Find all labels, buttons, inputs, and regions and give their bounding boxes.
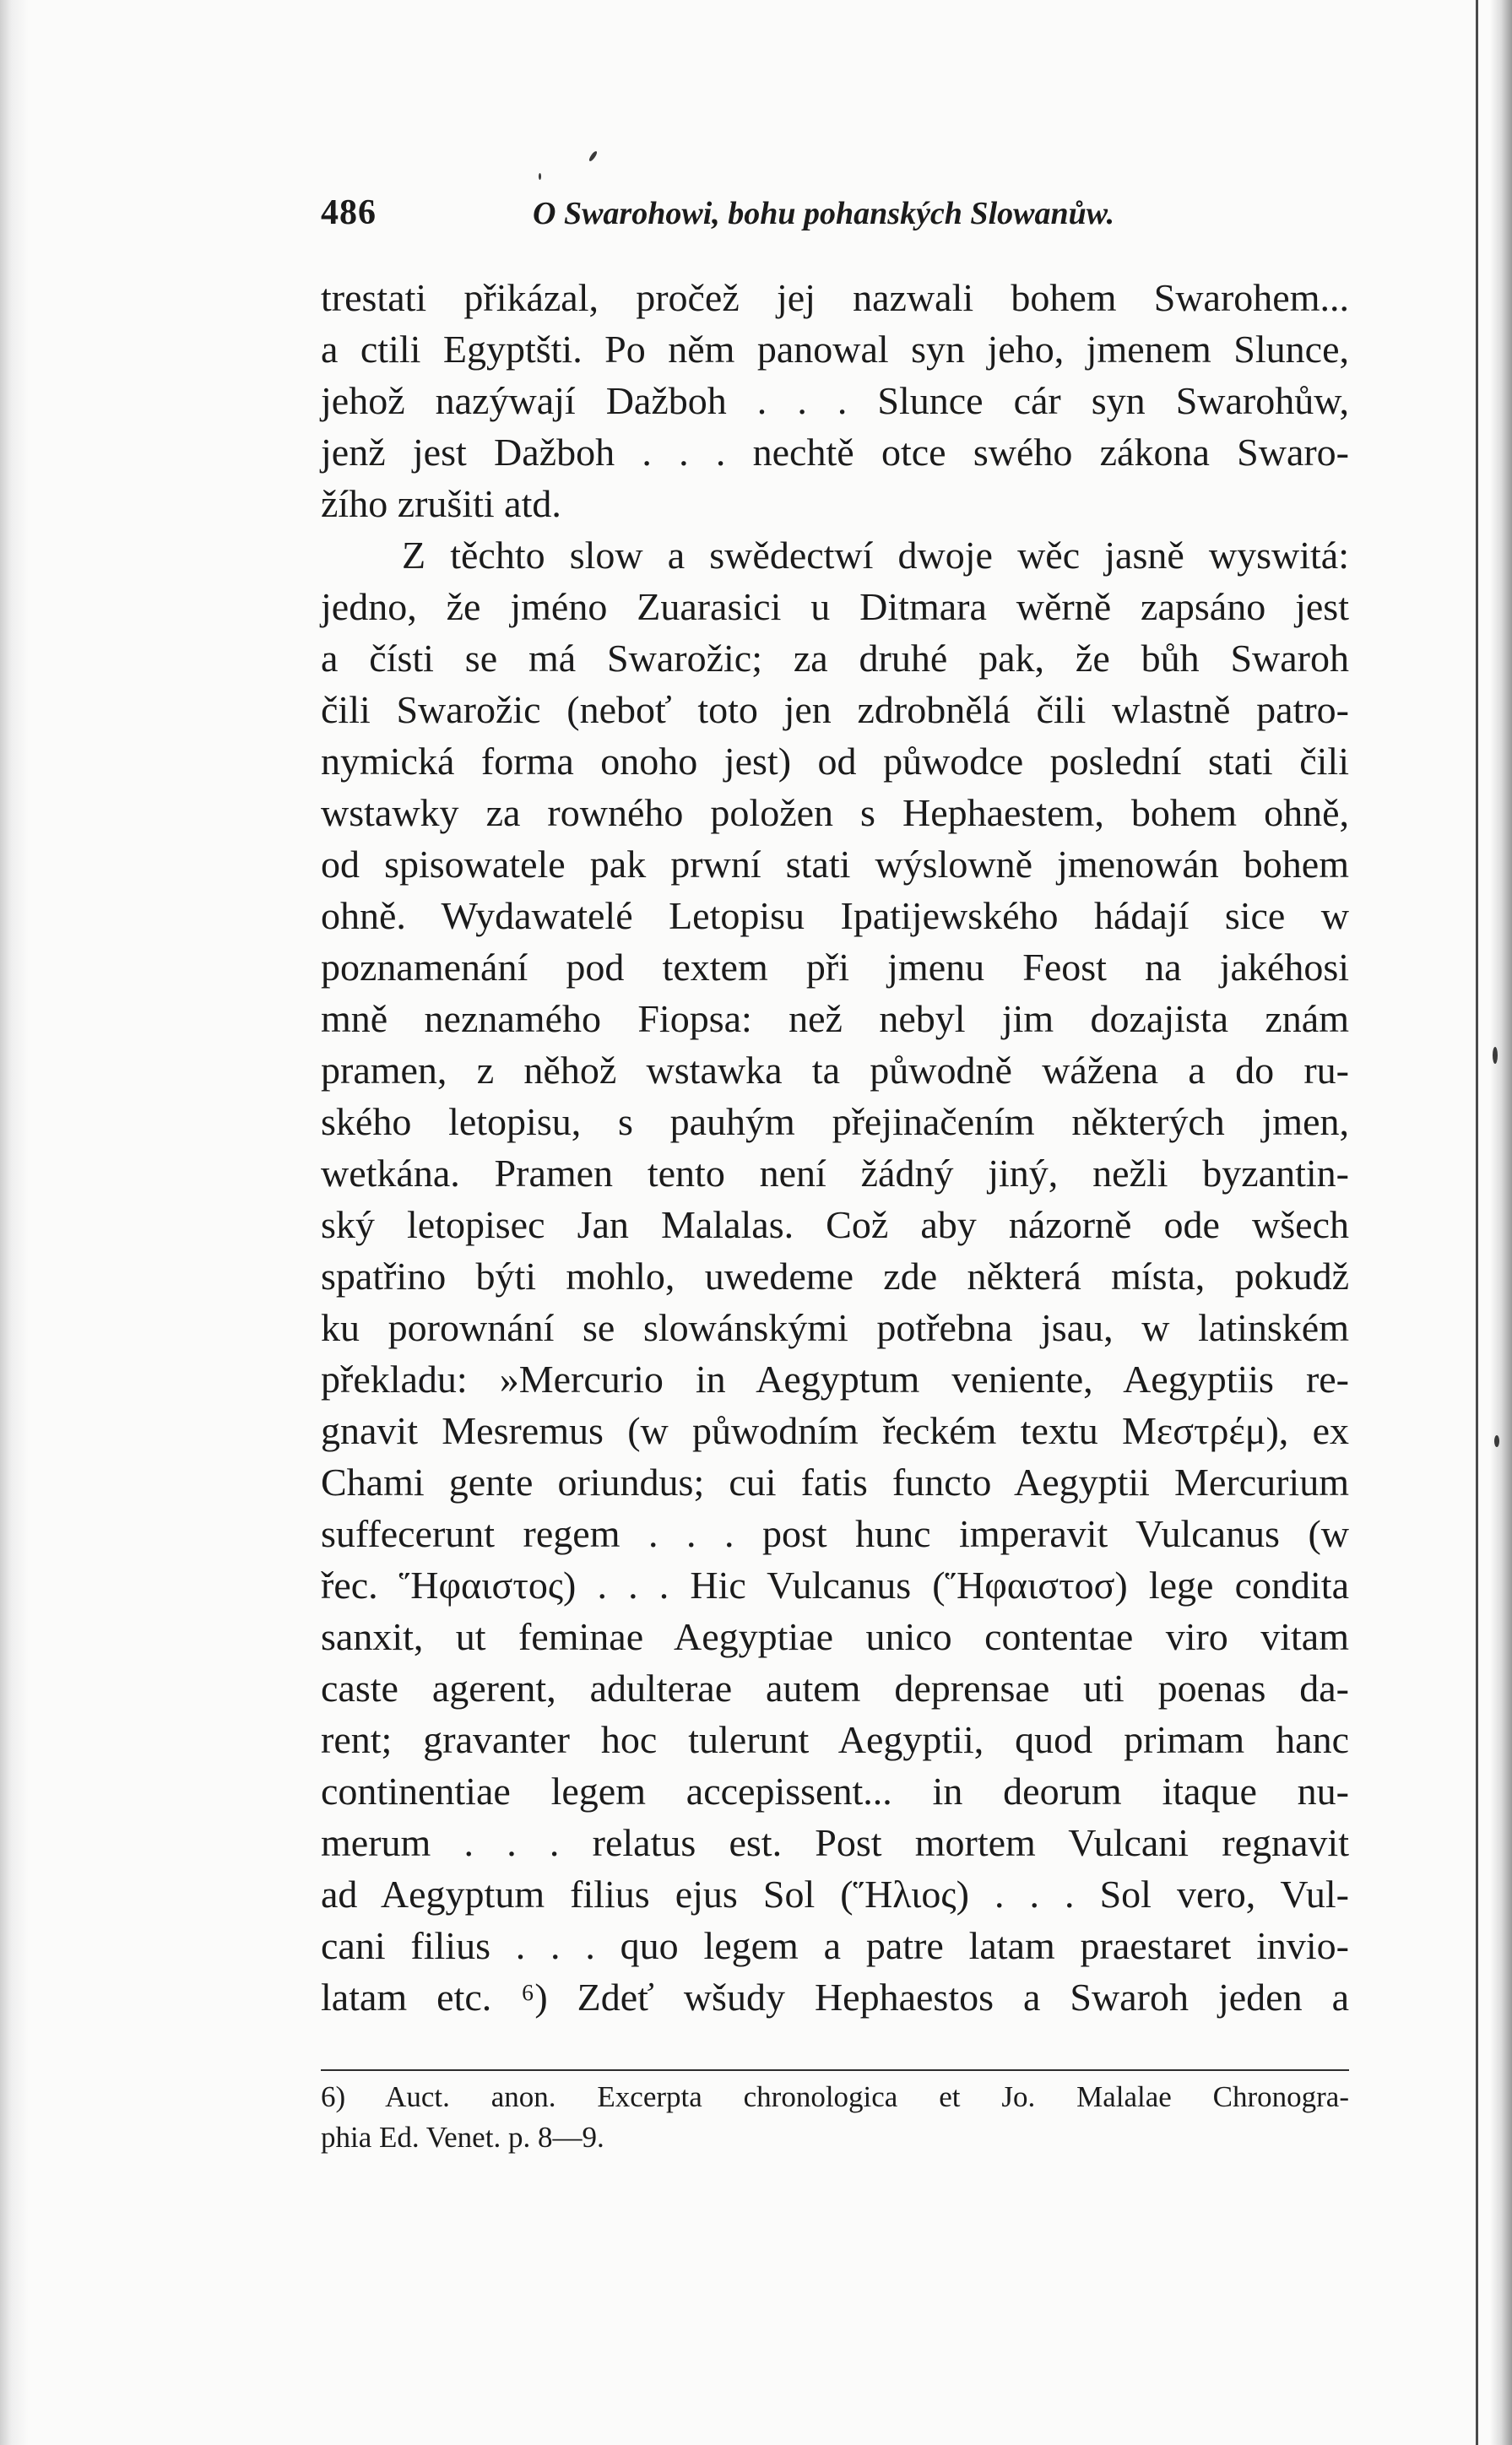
text-line: a čísti se má Swarožic; za druhé pak, že bůh Swaroh xyxy=(321,637,1349,680)
text-line: nymická forma onoho jest) od půwodce poslední stati čili xyxy=(321,740,1349,783)
text-line: wetkána. Pramen tento není žádný jiný, nežli byzantin- xyxy=(321,1152,1349,1195)
running-title: O Swarohowi, bohu pohanských Slowanůw. xyxy=(533,196,1115,231)
text-line: trestati přikázal, pročež jej nazwali bohem Swarohem... xyxy=(321,276,1349,319)
text-line: jedno, že jméno Zuarasici u Ditmara wěrně zapsáno jest xyxy=(321,585,1349,628)
text-line: ského letopisu, s pauhým přejinačením některých jmen, xyxy=(321,1100,1349,1143)
footnote-line: 6) Auct. anon. Excerpta chronologica et Jo. Malalae Chronogra- xyxy=(321,2080,1349,2113)
text-line: rent; gravanter hoc tulerunt Aegyptii, quod primam hanc xyxy=(321,1718,1349,1761)
print-speck xyxy=(588,150,598,162)
text-line: gnavit Mesremus (w půwodním řeckém textu Μεστρέμ), ex xyxy=(321,1409,1349,1452)
text-line: merum . . . relatus est. Post mortem Vulcani regnavit xyxy=(321,1821,1349,1864)
text-line: ad Aegyptum filius ejus Sol (Ἥλιος) . . . Sol vero, Vul- xyxy=(321,1873,1349,1916)
text-line: ský letopisec Jan Malalas. Což aby názorně ode wšech xyxy=(321,1203,1349,1246)
text-line: ohně. Wydawatelé Letopisu Ipatijewského hádají sice w xyxy=(321,894,1349,937)
text-line: a ctili Egyptšti. Po něm panowal syn jeho, jmenem Slunce, xyxy=(321,328,1349,371)
footnote-divider xyxy=(321,2069,1349,2071)
text-line: ku porownání se slowánskými potřebna jsau, w latinském xyxy=(321,1306,1349,1349)
print-speck xyxy=(1494,1435,1499,1447)
text-line: sanxit, ut feminae Aegyptiae unico contentae viro vitam xyxy=(321,1615,1349,1658)
footnote xyxy=(321,2077,1349,2158)
text-line: Chami gente oriundus; cui fatis functo Aegyptii Mercurium xyxy=(321,1461,1349,1504)
text-line: suffecerunt regem . . . post hunc imperavit Vulcanus (w xyxy=(321,1512,1349,1555)
page-header xyxy=(321,192,1359,233)
text-line: latam etc. ⁶) Zdeť wšudy Hephaestos a Swaroh jeden a xyxy=(321,1976,1349,2019)
text-line: caste agerent, adulterae autem deprensae uti poenas da- xyxy=(321,1667,1349,1710)
text-line: čili Swarožic (neboť toto jen zdrobnělá čili wlastně patro- xyxy=(321,688,1349,731)
text-line: řec. Ἥφαιστος) . . . Hic Vulcanus (Ἥφαιστοσ) lege condita xyxy=(321,1564,1349,1607)
text-line: Z těchto slow a swědectwí dwoje wěc jasně wyswitá: xyxy=(402,534,1349,577)
text-line: poznamenání pod textem při jmenu Feost na jakéhosi xyxy=(321,946,1349,989)
print-speck xyxy=(539,173,541,180)
text-line: jenž jest Dažboh . . . nechtě otce swého zákona Swaro- xyxy=(321,431,1349,474)
text-line: pramen, z něhož wstawka ta půwodně wážena a do ru- xyxy=(321,1049,1349,1092)
text-line: wstawky za rowného položen s Hephaestem, bohem ohně, xyxy=(321,791,1349,834)
text-line: překladu: »Mercurio in Aegyptum veniente, Aegyptiis re- xyxy=(321,1358,1349,1401)
page-binding-line xyxy=(1476,0,1478,2445)
page-right-edge-shadow xyxy=(1490,0,1512,2445)
text-line: jehož nazýwají Dažboh . . . Slunce cár syn Swarohůw, xyxy=(321,379,1349,422)
page-number: 486 xyxy=(321,193,377,232)
text-line: žího zrušiti atd. xyxy=(321,482,561,525)
body-text xyxy=(321,272,1349,2023)
text-line: od spisowatele pak prwní stati wýslowně jmenowán bohem xyxy=(321,843,1349,886)
text-line: continentiae legem accepissent... in deorum itaque nu- xyxy=(321,1770,1349,1813)
text-line: spatřino býti mohlo, uwedeme zde některá místa, pokudž xyxy=(321,1255,1349,1298)
print-speck xyxy=(1493,1047,1498,1064)
footnote-line: phia Ed. Venet. p. 8—9. xyxy=(321,2121,604,2154)
text-line: cani filius . . . quo legem a patre latam praestaret invio- xyxy=(321,1924,1349,1967)
page-left-edge-shadow xyxy=(0,0,29,2445)
text-line: mně neznamého Fiopsa: než nebyl jim dozajista znám xyxy=(321,997,1349,1040)
